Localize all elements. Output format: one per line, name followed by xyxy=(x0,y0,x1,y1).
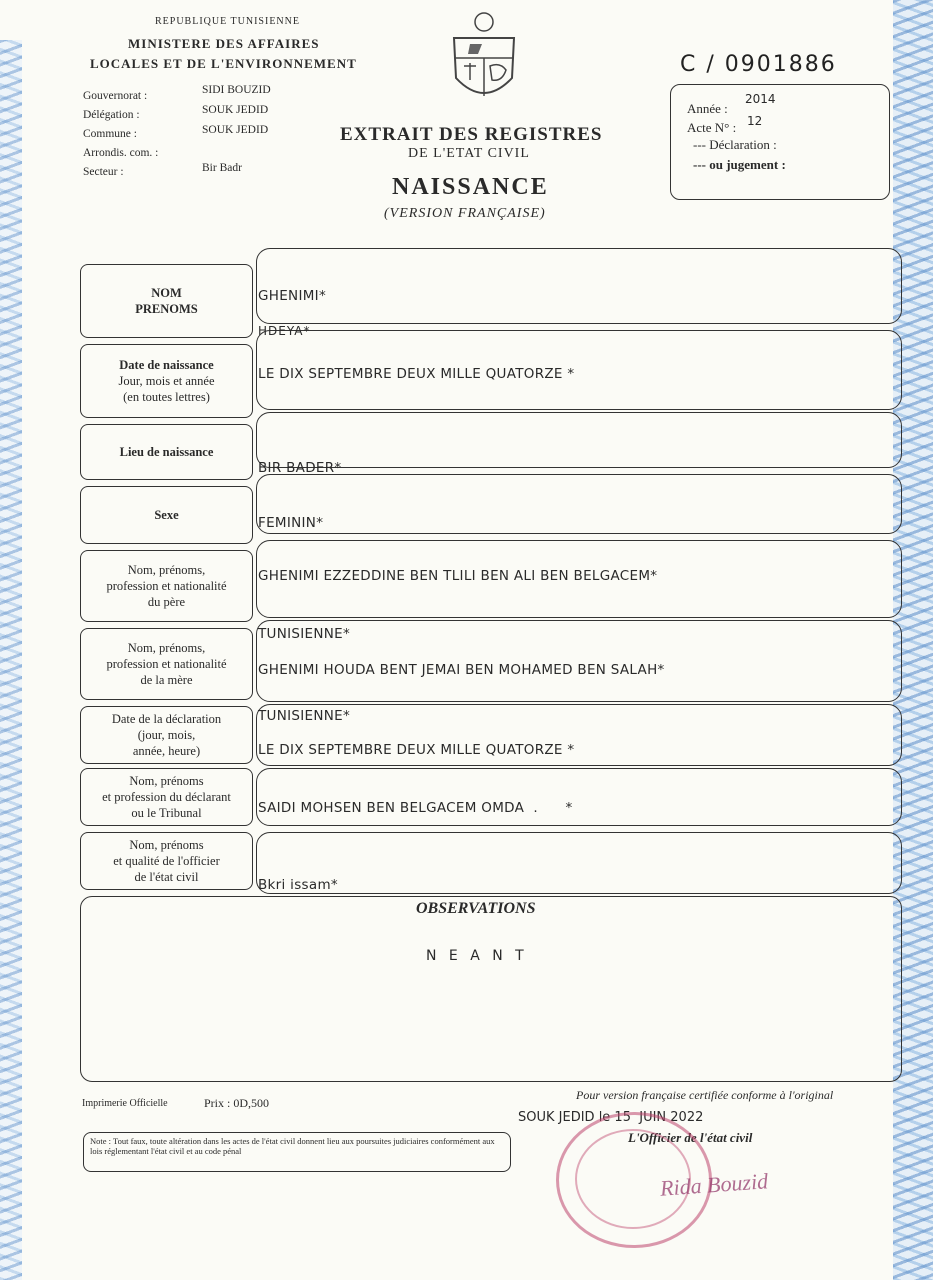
value-box-sexe xyxy=(256,474,902,534)
ministry-line2: LOCALES ET DE L'ENVIRONNEMENT xyxy=(90,56,357,71)
title-naissance: NAISSANCE xyxy=(392,174,549,200)
observations-box xyxy=(80,896,902,1082)
secteur-label: Secteur : xyxy=(83,166,124,178)
value-officier: Bkri issam* xyxy=(258,877,338,893)
commune-value: SOUK JEDID xyxy=(202,124,269,136)
value-pere-nationalite: TUNISIENNE* xyxy=(258,626,351,642)
jugement-label: --- ou jugement : xyxy=(693,157,786,172)
value-box-lieu xyxy=(256,412,902,468)
label-nom-prenoms: NOM PRENOMS xyxy=(80,264,253,338)
value-nom: GHENIMI* xyxy=(258,288,327,304)
value-box-mere xyxy=(256,620,902,702)
printer-label: Imprimerie Officielle xyxy=(82,1098,168,1109)
value-mere: GHENIMI HOUDA BENT JEMAI BEN MOHAMED BEN SALAH* xyxy=(258,662,665,678)
value-mere-nationalite: TUNISIENNE* xyxy=(258,708,351,724)
left-security-border xyxy=(0,40,22,1280)
value-box-nom xyxy=(256,248,902,324)
price-label: Prix : 0D,500 xyxy=(204,1096,270,1110)
value-prenom: HDEYA* xyxy=(258,324,311,338)
annee-label: Année : xyxy=(687,101,728,116)
serial-number: C / 0901886 xyxy=(680,52,837,77)
title-version: (VERSION FRANÇAISE) xyxy=(384,206,546,221)
label-lieu-naissance: Lieu de naissance xyxy=(80,424,253,480)
value-pere: GHENIMI EZZEDDINE BEN TLILI BEN ALI BEN BELGACEM* xyxy=(258,568,658,584)
declaration-label: --- Déclaration : xyxy=(693,137,777,152)
acte-value: 12 xyxy=(747,114,763,128)
value-sexe: FEMININ* xyxy=(258,515,324,531)
observations-value: N E A N T xyxy=(426,948,528,964)
label-declarant: Nom, prénoms et profession du déclarant ou le Tribunal xyxy=(80,768,253,826)
acte-box xyxy=(670,84,890,200)
tunisia-emblem-icon xyxy=(448,8,520,112)
label-officier: Nom, prénoms et qualité de l'officier de l'état civil xyxy=(80,832,253,890)
value-box-officier xyxy=(256,832,902,894)
acte-label: Acte N° : xyxy=(687,120,737,135)
label-mere: Nom, prénoms, profession et nationalité de la mère xyxy=(80,628,253,700)
label-date-naissance: Date de naissance Jour, mois et année (en toutes lettres) xyxy=(80,344,253,418)
legal-note: Note : Tout faux, toute altération dans les actes de l'état civil donnent lieu aux poursuites judiciaires conformément aux lois réglementant l'état civil et au code pénal xyxy=(83,1132,511,1172)
gouvernorat-label: Gouvernorat : xyxy=(83,90,148,102)
label-date-declaration: Date de la déclaration (jour, mois, année, heure) xyxy=(80,706,253,764)
signature: Rida Bouzid xyxy=(659,1168,769,1201)
title-extrait: EXTRAIT DES REGISTRES xyxy=(340,124,603,145)
secteur-value: Bir Badr xyxy=(202,162,242,174)
value-box-declarant xyxy=(256,768,902,826)
annee-value: 2014 xyxy=(745,92,776,106)
arrondissement-label: Arrondis. com. : xyxy=(83,147,159,159)
delegation-value: SOUK JEDID xyxy=(202,104,269,116)
title-etat-civil: DE L'ETAT CIVIL xyxy=(408,146,530,161)
value-date-declaration: LE DIX SEPTEMBRE DEUX MILLE QUATORZE * xyxy=(258,742,575,758)
gouvernorat-value: SIDI BOUZID xyxy=(202,84,271,96)
commune-label: Commune : xyxy=(83,128,137,140)
value-lieu-naissance: BIR BADER* xyxy=(258,460,342,476)
label-sexe: Sexe xyxy=(80,486,253,544)
republic-heading: REPUBLIQUE TUNISIENNE xyxy=(155,16,300,27)
observations-title: OBSERVATIONS xyxy=(416,900,536,917)
delegation-label: Délégation : xyxy=(83,109,140,121)
label-pere: Nom, prénoms, profession et nationalité du père xyxy=(80,550,253,622)
ministry-line1: MINISTERE DES AFFAIRES xyxy=(128,36,320,51)
certified-label: Pour version française certifiée conforme à l'original xyxy=(576,1088,834,1102)
officer-label: L'Officier de l'état civil xyxy=(628,1130,753,1145)
place-date: SOUK JEDID le 15 JUIN 2022 xyxy=(518,1110,704,1125)
value-date-naissance: LE DIX SEPTEMBRE DEUX MILLE QUATORZE * xyxy=(258,366,575,382)
value-declarant: SAIDI MOHSEN BEN BELGACEM OMDA . * xyxy=(258,800,573,816)
